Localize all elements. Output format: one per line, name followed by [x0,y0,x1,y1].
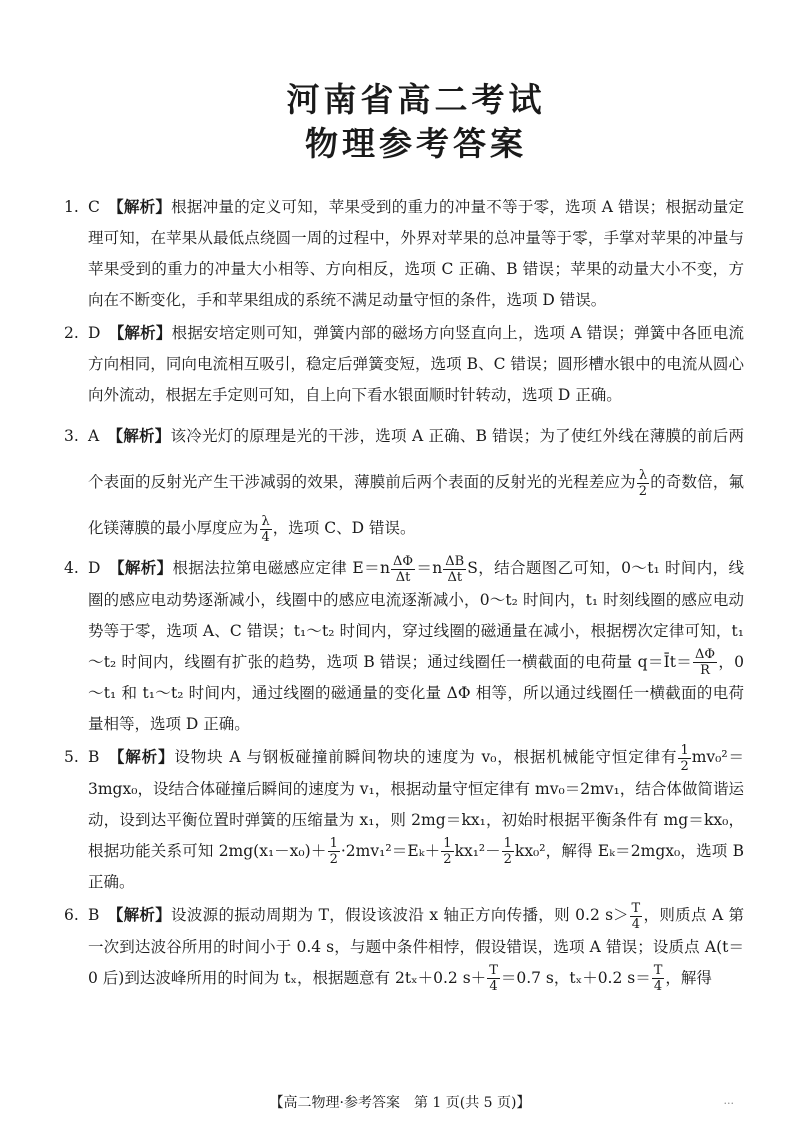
denominator: 2 [638,483,648,499]
answer-item-6 [64,900,744,994]
item-number: 5. [64,748,79,766]
explanation-text: ＝n [416,559,443,577]
numerator: 1 [680,742,689,758]
fraction [693,647,717,678]
page-footer: 【高二物理·参考答案 第 1 页(共 5 页)】 [269,1095,531,1111]
item-number: 3. [64,427,79,445]
answer-item-2 [64,318,744,411]
fraction [328,836,340,867]
explanation-text: 根据法拉第电磁感应定律 E＝n [172,559,390,577]
explanation-text: 设波源的振动周期为 T，假设该波沿 x 轴正方向传播，则 0.2 s＞ [171,906,629,924]
explanation-text: 根据安培定则可知，弹簧内部的磁场方向竖直向上，选项 A 错误；弹簧中各匝电流方向相同，同向电流相互吸引，稳定后弹簧变短，选项 B、C 错误；圆形槽水银中的电流从圆心向外流动，根据左手定则可知，自上向下看水银面顺时针转动，选项 D 正确。 [88,324,744,404]
denominator: Δt [395,569,411,585]
numerator: 1 [443,836,452,851]
answer-letter: D [88,324,101,342]
fraction [678,743,690,774]
explanation-text: ，解得 [665,968,712,987]
answer-item-1 [64,192,744,316]
fraction [443,554,466,585]
analysis-tag: 【解析】 [116,559,173,577]
fraction [487,963,500,994]
numerator: T [489,963,498,978]
answer-item-4 [64,553,744,740]
denominator: R [700,663,710,678]
numerator: λ [637,468,649,484]
denominator: 2 [443,852,452,867]
numerator: T [653,963,663,978]
item-number: 6. [64,906,79,924]
fraction [260,514,272,545]
answer-letter: A [88,427,100,445]
fraction [637,468,649,499]
explanation-text: ＝0.7 s，tₓ＋0.2 s＝ [500,968,651,987]
numerator: ΔB [445,553,465,569]
numerator: 1 [503,836,512,851]
explanation-text: kx₁²－ [454,841,501,860]
explanation-text: ·2mv₁²＝Eₖ＋ [340,841,441,860]
explanation-text: 设物块 A 与钢板碰撞前瞬间物块的速度为 v₀，根据机械能守恒定律有 [174,748,678,766]
numerator: ΔΦ [392,553,414,569]
answer-letter: C [88,198,100,216]
item-number: 2. [64,324,79,342]
explanation-text: S，结合题图乙可知，0～t₁ 时间内，线圈的感应电动势逐渐减小，线圈中的感应电流逐渐减小，0～t₂ 时间内，t₁ 时刻线圈的感应电动势等于零，选项 A、C 错误；t₁～t₂ 时间内，穿过线圈的磁通量在减小，根据楞次定律可知，t₁～t₂ 时间内，线圈有扩张的趋势，选项 B 错误；通过线圈任一横截面的电荷量 q＝Īt＝ [88,559,744,671]
fraction [630,901,643,932]
answer-item-3 [64,413,744,551]
analysis-tag: 【解析】 [115,427,171,445]
answer-letter: B [88,906,100,924]
numerator: T [631,900,641,916]
explanation-text: 的奇数倍，氟化镁薄膜的最小厚度应为 [88,473,744,537]
denominator: 2 [329,852,338,867]
denominator: 4 [653,979,663,994]
explanation-text: mv₀²＝3mgx₀，设结合体碰撞后瞬间的速度为 v₁，根据动量守恒定律有 mv₀＝2mv₁，结合体做简谐运动，设到达平衡位置时弹簧的压缩量为 x₁，则 2mg＝kx₁，初始时根据平衡条件有 mg＝kx₀，根据功能关系可知 2mg(x₁－x₀)＋ [88,748,744,860]
numerator: 1 [329,836,338,851]
page-subtitle: 物理参考答案 [305,124,527,163]
fraction [391,554,415,585]
analysis-tag: 【解析】 [115,906,172,924]
page-title: 河南省高二考试 [286,80,546,119]
analysis-tag: 【解析】 [116,748,175,766]
analysis-tag: 【解析】 [115,198,172,216]
denominator: 2 [680,758,689,774]
explanation-text: kx₀²，解得 Eₖ＝2mgx₀，选项 B 正确。 [88,841,744,891]
denominator: 4 [261,529,270,545]
explanation-text: ，则质点 A 第一次到达波谷所用的时间小于 0.4 s，与题中条件相悖，假设错误，选项 A 错误；设质点 A(t＝0 后)到达波峰所用的时间为 tₓ，根据题意有 2tₓ＋0.2 s＋ [88,906,744,987]
explanation-text: 根据冲量的定义可知，苹果受到的重力的冲量不等于零，选项 A 错误；根据动量定理可知，在苹果从最低点绕圆一周的过程中，外界对苹果的总冲量等于零，手掌对苹果的冲量与苹果受到的重力的冲量大小相等、方向相反，选项 C 正确、B 错误；苹果的动量大小不变，方向在不断变化，手和苹果组成的系统不满足动量守恒的条件，选项 D 错误。 [88,198,744,309]
explanation-text: ，选项 C、D 错误。 [272,519,416,537]
answer-letter: B [88,748,100,766]
explanation-text: 该冷光灯的原理是光的干涉，选项 A 正确、B 错误；为了使红外线在薄膜的前后两个表面的反射光产生干涉减弱的效果，薄膜前后两个表面的反射光的光程差应为 [88,427,744,491]
analysis-tag: 【解析】 [116,324,172,342]
fraction [652,963,665,994]
denominator: 2 [503,852,512,867]
answer-letter: D [88,559,101,577]
denominator: Δt [447,569,463,585]
fraction [502,836,514,867]
fraction [441,836,453,867]
numerator: ΔΦ [695,647,716,662]
numerator: λ [260,514,272,530]
denominator: 4 [489,979,498,994]
denominator: 4 [631,916,640,932]
item-number: 4. [64,559,79,577]
edge-mark: ... [723,1094,734,1107]
explanation-text: ，0～t₁ 和 t₁～t₂ 时间内，通过线圈的磁通量的变化量 ΔΦ 相等，所以通过线圈任一横截面的电荷量相等，选项 D 正确。 [88,652,744,733]
answer-item-5 [64,742,744,898]
item-number: 1. [64,198,79,216]
